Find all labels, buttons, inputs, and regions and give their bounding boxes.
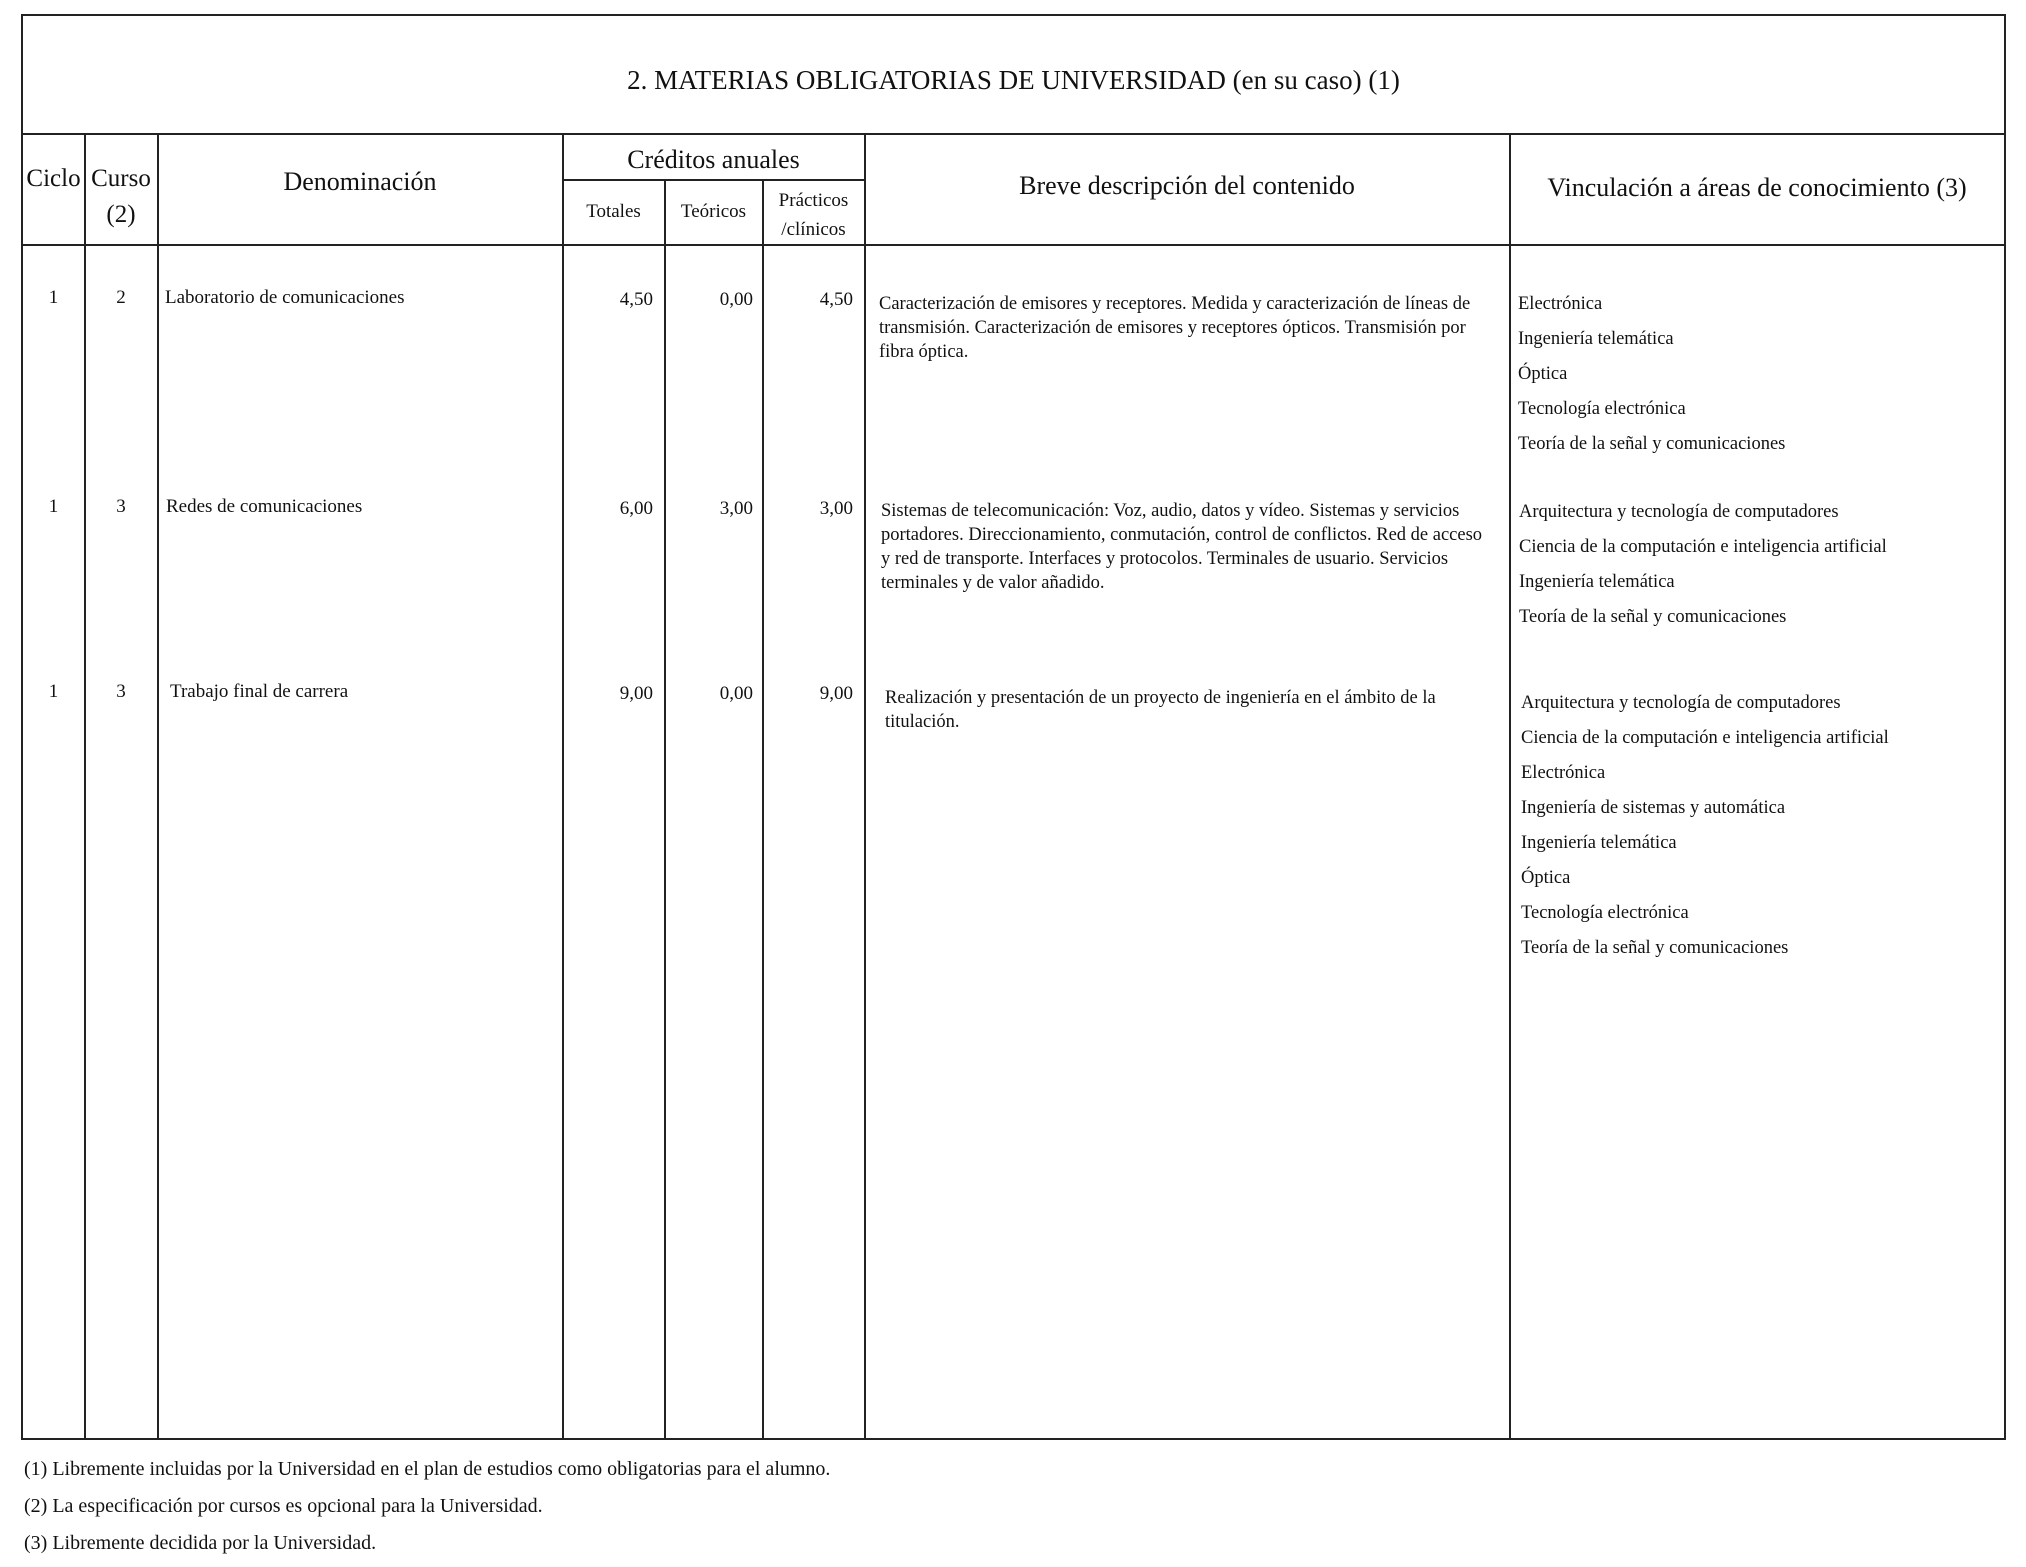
row3-descripcion: Realización y presentación de un proyecto de ingeniería en el ámbito de la titulación. (885, 688, 1436, 733)
row2-ciclo: 1 (48, 496, 59, 517)
area-item: Ingeniería de sistemas y automática (1521, 798, 1786, 818)
row2-totales: 6,00 (619, 498, 653, 519)
header-bottom-line (23, 244, 2004, 246)
header-divider (562, 179, 864, 181)
area-item: Ingeniería telemática (1518, 329, 1674, 349)
row3-teoricos: 0,00 (719, 683, 753, 704)
row1-practicos: 4,50 (819, 289, 853, 310)
header-creditos-anuales: Créditos anuales (627, 145, 800, 174)
header-practicos: Prácticos (778, 190, 849, 211)
area-item: Electrónica (1518, 294, 1603, 314)
column-divider (762, 179, 764, 1438)
area-item: Tecnología electrónica (1518, 399, 1686, 419)
row1-denominacion: Laboratorio de comunicaciones (165, 287, 405, 308)
row1-teoricos: 0,00 (719, 289, 753, 310)
area-item: Ingeniería telemática (1521, 833, 1677, 853)
row1-curso: 2 (116, 287, 126, 308)
column-divider (1509, 133, 1511, 1438)
area-item: Teoría de la señal y comunicaciones (1518, 434, 1786, 454)
area-item: Ciencia de la computación e inteligencia artificial (1519, 537, 1887, 557)
area-item: Óptica (1521, 868, 1571, 888)
area-item: Electrónica (1521, 763, 1606, 783)
row1-descripcion: Caracterización de emisores y receptores. Medida y caracterización de líneas de transmisión. Caracterización de emisores y receptores ópticos. Transmisión por fibra óptica. (879, 294, 1471, 363)
area-item: Arquitectura y tecnología de computadores (1519, 502, 1839, 522)
header-curso: Curso (91, 165, 151, 192)
row2-curso: 3 (116, 496, 126, 517)
table-title: 2. MATERIAS OBLIGATORIAS DE UNIVERSIDAD (en su caso) (1) (23, 16, 2004, 135)
header-totales: Totales (586, 201, 641, 222)
row2-denominacion: Redes de comunicaciones (166, 496, 363, 517)
column-divider (562, 133, 564, 1438)
row3-curso: 3 (116, 681, 126, 702)
area-item: Teoría de la señal y comunicaciones (1521, 938, 1789, 958)
footnote: (1) Libremente incluidas por la Universidad en el plan de estudios como obligatorias para el alumno. (24, 1458, 831, 1480)
footnotes (24, 1451, 830, 1562)
row1-totales: 4,50 (619, 289, 653, 310)
header-curso-note: (2) (106, 201, 136, 228)
area-item: Ingeniería telemática (1519, 572, 1675, 592)
area-item: Teoría de la señal y comunicaciones (1519, 607, 1787, 627)
subjects-table (21, 14, 2006, 1440)
header-teoricos: Teóricos (680, 201, 747, 222)
column-divider (864, 133, 866, 1438)
header-denominacion: Denominación (283, 167, 437, 196)
footnote: (3) Libremente decidida por la Universidad. (24, 1532, 377, 1554)
row2-practicos: 3,00 (819, 498, 853, 519)
row3-totales: 9,00 (619, 683, 653, 704)
row1-areas-list (1518, 287, 1998, 462)
row2-areas-list (1519, 495, 1999, 635)
column-divider (84, 133, 86, 1438)
row3-practicos: 9,00 (819, 683, 853, 704)
header-descripcion: Breve descripción del contenido (1019, 171, 1355, 200)
row1-ciclo: 1 (48, 287, 59, 308)
header-ciclo: Ciclo (26, 165, 81, 192)
column-divider (664, 179, 666, 1438)
row3-ciclo: 1 (48, 681, 59, 702)
row2-descripcion: Sistemas de telecomunicación: Voz, audio, datos y vídeo. Sistemas y servicios portadores. Direccionamiento, conmutación, control de conflictos. Red de acceso y red de transporte. Interfaces y protocolos. Terminales de usuario. Servicios terminales y de valor añadido. (881, 501, 1483, 594)
area-item: Ciencia de la computación e inteligencia artificial (1521, 728, 1889, 748)
area-item: Tecnología electrónica (1521, 903, 1689, 923)
header-vinculacion: Vinculación a áreas de conocimiento (3) (1547, 173, 1967, 202)
row3-denominacion: Trabajo final de carrera (170, 681, 349, 702)
area-item: Arquitectura y tecnología de computadores (1521, 693, 1841, 713)
row2-teoricos: 3,00 (719, 498, 753, 519)
header-clinicos: /clínicos (781, 219, 846, 240)
area-item: Óptica (1518, 364, 1568, 384)
footnote: (2) La especificación por cursos es opcional para la Universidad. (24, 1495, 543, 1517)
row3-areas-list (1521, 686, 2001, 966)
column-divider (157, 133, 159, 1438)
